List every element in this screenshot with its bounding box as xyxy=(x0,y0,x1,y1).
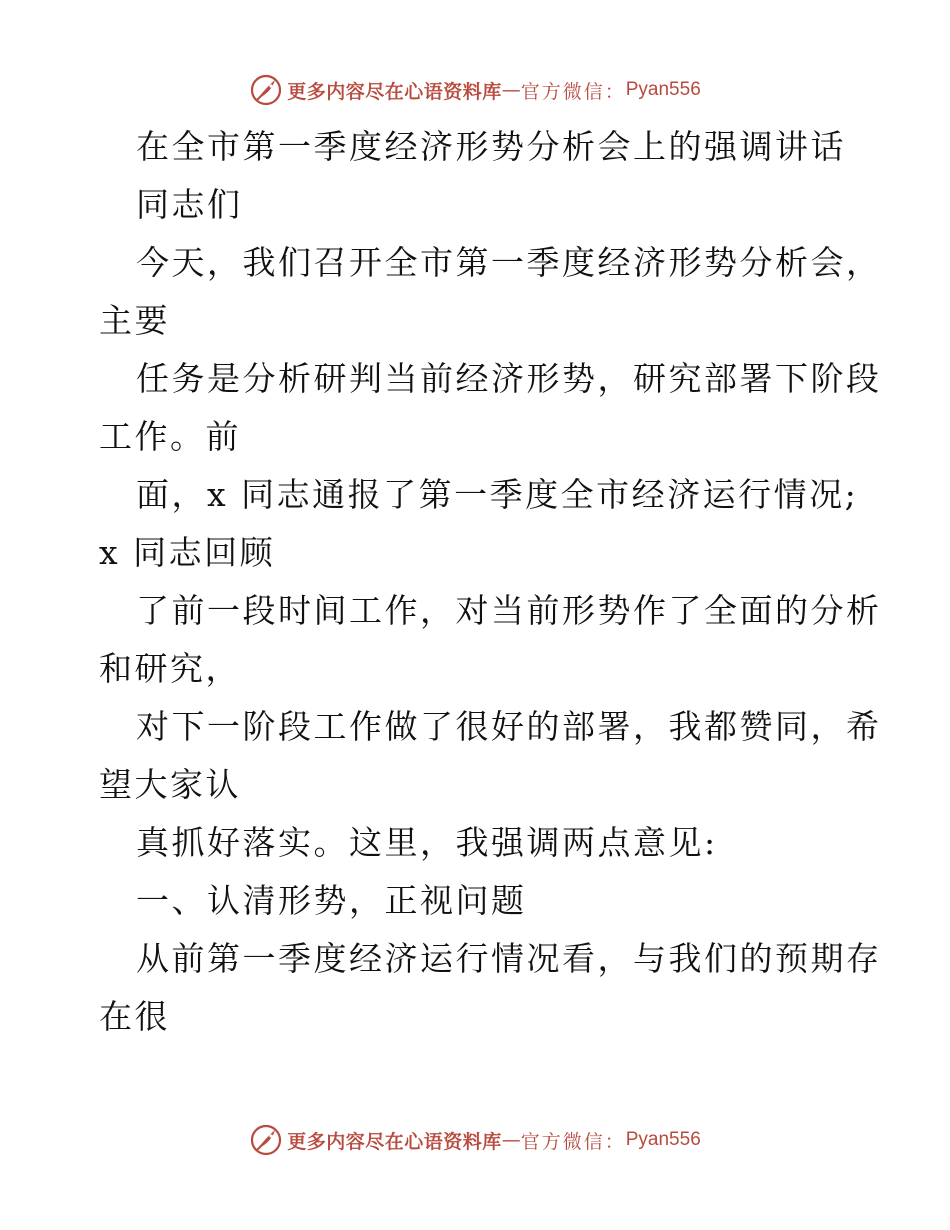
paragraph-line: 望大家认 xyxy=(99,765,241,804)
paragraph-line: x 同志回顾 xyxy=(99,533,276,572)
document-body xyxy=(99,118,882,1046)
watermark-official-text: 官方微信： xyxy=(520,80,626,103)
quill-pen-logo-icon xyxy=(249,73,283,107)
quill-pen-logo-icon xyxy=(249,1123,283,1157)
watermark-site-text: 更多内容尽在心语资料库 xyxy=(287,1130,502,1153)
section-heading: 一、认清形势，正视问题 xyxy=(136,881,527,920)
paragraph-line: 从前第一季度经济运行情况看，与我们的预期存 xyxy=(136,939,882,978)
paragraph-line: 在很 xyxy=(99,997,170,1036)
watermark-wechat-id: Pyan556 xyxy=(625,1129,701,1150)
document-title: 在全市第一季度经济形势分析会上的强调讲话 xyxy=(136,127,846,166)
paragraph-line: 和研究， xyxy=(99,649,241,688)
paragraph-line: 真抓好落实。这里，我强调两点意见: xyxy=(136,823,718,862)
header-watermark xyxy=(0,72,950,108)
paragraph-line: 对下一阶段工作做了很好的部署，我都赞同，希 xyxy=(136,707,882,746)
paragraph-line: 任务是分析研判当前经济形势，研究部署下阶段 xyxy=(136,359,882,398)
salutation-line: 同志们 xyxy=(136,185,243,224)
watermark-official-text: 官方微信： xyxy=(520,1130,626,1153)
watermark-separator: — xyxy=(501,1129,521,1151)
paragraph-line: 今天，我们召开全市第一季度经济形势分析会， xyxy=(136,243,882,282)
paragraph-line: 工作。前 xyxy=(99,417,241,456)
paragraph-line: 主要 xyxy=(99,301,170,340)
footer-watermark xyxy=(0,1122,950,1158)
watermark-wechat-id: Pyan556 xyxy=(625,79,701,100)
paragraph-line: 面，x 同志通报了第一季度全市经济运行情况; xyxy=(136,475,859,514)
watermark-site-text: 更多内容尽在心语资料库 xyxy=(287,80,502,103)
watermark-separator: — xyxy=(501,79,521,101)
paragraph-line: 了前一段时间工作，对当前形势作了全面的分析 xyxy=(136,591,882,630)
